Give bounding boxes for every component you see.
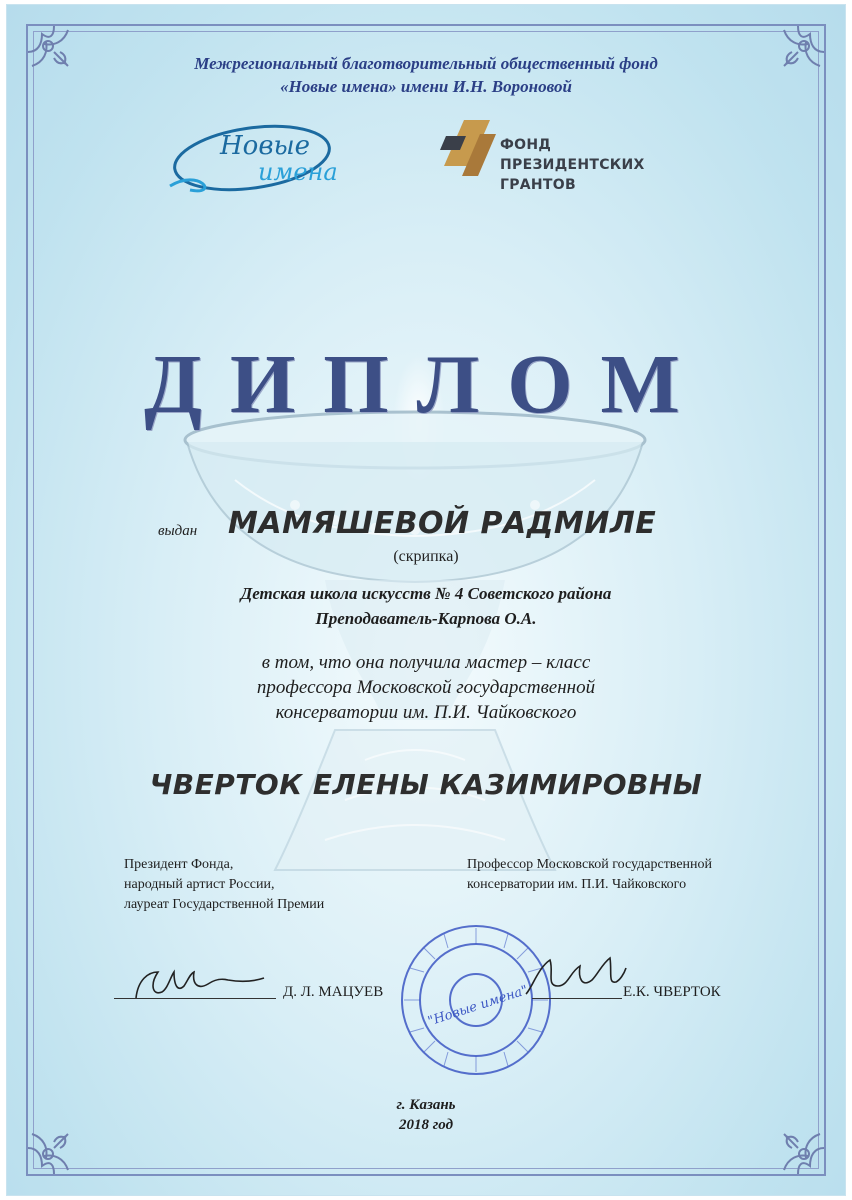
grants-fund-line2: ПРЕЗИДЕНТСКИХ: [500, 157, 645, 173]
statement-line2: профессора Московской государственной: [256, 677, 596, 698]
professor-title-line2: консерватории им. П.И. Чайковского: [467, 877, 687, 892]
statement-block: [0, 650, 852, 725]
foundation-name-line2: «Новые имена» имени И.Н. Вороновой: [280, 77, 572, 96]
logo-text-2: имена: [258, 158, 338, 186]
professor-signature-name: Е.К. ЧВЕРТОК: [623, 984, 721, 1000]
grants-fund-line3: ГРАНТОВ: [500, 177, 576, 193]
new-names-logo: [160, 118, 340, 198]
foundation-name-line1: Межрегиональный благотворительный общественный фонд: [194, 54, 658, 73]
statement-line3: консерватории им. П.И. Чайковского: [275, 702, 577, 723]
grants-fund-text: [500, 135, 645, 195]
president-title: [124, 855, 324, 915]
signature-right: [520, 948, 630, 1003]
professor-title: [467, 855, 712, 895]
statement-line1: в том, что она получила мастер – класс: [261, 652, 591, 673]
president-name: Д. Л. МАЦУЕВ: [283, 984, 384, 1000]
year: 2018 год: [398, 1117, 454, 1133]
recipient-name: МАМЯШЕВОЙ РАДМИЛЕ: [228, 506, 657, 541]
professor-name: ЧВЕРТОК ЕЛЕНЫ КАЗИМИРОВНЫ: [149, 768, 703, 801]
president-title-line2: народный артист России,: [124, 877, 275, 892]
issued-label: выдан: [158, 523, 198, 539]
stamp-text: "Новые имена": [426, 982, 530, 1030]
signature-line-right: [532, 998, 622, 999]
president-title-line3: лауреат Государственной Премии: [124, 897, 325, 912]
school-block: [0, 581, 852, 631]
grants-fund-line1: ФОНД: [500, 137, 552, 153]
signature-left: [128, 958, 268, 1008]
city: г. Казань: [396, 1097, 456, 1113]
signature-line-left: [114, 998, 276, 999]
president-title-line1: Президент Фонда,: [124, 857, 234, 872]
diploma-title: ДИПЛОМ: [144, 338, 708, 431]
teacher-name: Преподаватель-Карпова О.А.: [315, 609, 537, 628]
professor-title-line1: Профессор Московской государственной: [467, 857, 713, 872]
instrument: (скрипка): [393, 548, 459, 565]
logo-text-1: Новые: [220, 131, 311, 161]
place-and-date: [0, 1095, 852, 1135]
school-name: Детская школа искусств № 4 Советского района: [240, 584, 612, 603]
